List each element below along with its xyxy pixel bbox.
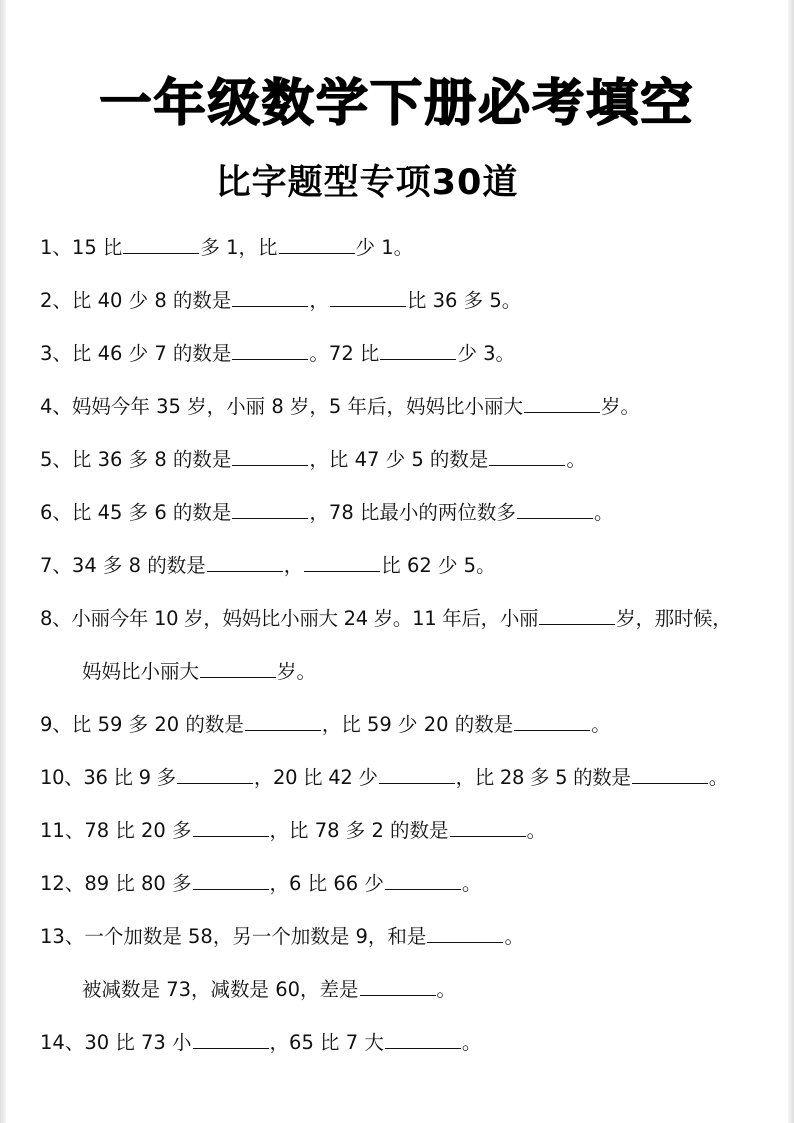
answer-blank[interactable] — [232, 341, 308, 360]
question-12 — [40, 870, 481, 898]
answer-blank[interactable] — [200, 659, 276, 678]
question-text: 。 — [591, 713, 611, 736]
question-text: 多 1，比 — [200, 236, 278, 259]
question-text: 5、比 36 多 8 的数是 — [40, 448, 232, 471]
page-right-edge — [788, 0, 794, 1123]
question-8 — [40, 605, 731, 633]
question-text: 14、30 比 73 小 — [40, 1031, 192, 1054]
question-6 — [40, 499, 613, 527]
answer-blank[interactable] — [489, 447, 565, 466]
question-text: ，比 28 多 5 的数是 — [455, 766, 631, 789]
question-3 — [40, 340, 515, 368]
question-text: 比 36 多 5。 — [406, 289, 522, 312]
question-text: 。 — [566, 448, 586, 471]
page-title: 一年级数学下册必考填空 — [99, 74, 695, 132]
question-text: 1、15 比 — [40, 236, 123, 259]
question-text: ，78 比最小的两位数多 — [309, 501, 516, 524]
question-text: 。 — [526, 819, 547, 842]
question-text: 12、89 比 80 多 — [40, 872, 192, 895]
answer-blank[interactable] — [379, 765, 455, 784]
answer-blank[interactable] — [385, 1030, 461, 1049]
question-text: ，比 47 少 5 的数是 — [309, 448, 489, 471]
question-text: 。 — [708, 766, 728, 789]
question-text: ，6 比 66 少 — [269, 872, 384, 895]
question-4 — [40, 393, 640, 421]
answer-blank[interactable] — [193, 818, 269, 837]
answer-blank[interactable] — [193, 1030, 269, 1049]
question-text: ，比 78 多 2 的数是 — [269, 819, 449, 842]
page-subtitle: 比字题型专项30道 — [215, 163, 519, 203]
answer-blank[interactable] — [304, 553, 380, 572]
answer-blank[interactable] — [279, 235, 355, 254]
answer-blank[interactable] — [330, 288, 406, 307]
question-1 — [40, 234, 413, 262]
question-text: 2、比 40 少 8 的数是 — [40, 289, 232, 312]
answer-blank[interactable] — [232, 288, 308, 307]
question-text: 6、比 45 多 6 的数是 — [40, 501, 232, 524]
question-13 — [40, 923, 524, 951]
question-text: 少 3。 — [457, 342, 516, 365]
answer-blank[interactable] — [385, 871, 461, 890]
question-text: 岁。 — [277, 660, 317, 683]
question-text: 。 — [461, 872, 482, 895]
answer-blank[interactable] — [207, 553, 283, 572]
answer-blank[interactable] — [517, 500, 593, 519]
question-8-continued — [82, 658, 316, 686]
question-text: ，65 比 7 大 — [269, 1031, 384, 1054]
question-14 — [40, 1029, 481, 1057]
question-text: 被减数是 73，减数是 60，差是 — [82, 978, 359, 1001]
answer-blank[interactable] — [450, 818, 526, 837]
question-5 — [40, 446, 586, 474]
question-2 — [40, 287, 521, 315]
answer-blank[interactable] — [539, 606, 615, 625]
question-text: 。 — [461, 1031, 482, 1054]
question-text: 7、34 多 8 的数是 — [40, 554, 206, 577]
question-text: ，比 59 少 20 的数是 — [321, 713, 514, 736]
question-text: ， — [309, 289, 329, 312]
question-text: ，20 比 42 少 — [253, 766, 378, 789]
question-9 — [40, 711, 611, 739]
answer-blank[interactable] — [514, 712, 590, 731]
question-text: 4、妈妈今年 35 岁，小丽 8 岁，5 年后，妈妈比小丽大 — [40, 395, 524, 418]
answer-blank[interactable] — [360, 977, 436, 996]
question-text: ， — [283, 554, 304, 577]
question-text: 妈妈比小丽大 — [82, 660, 200, 683]
answer-blank[interactable] — [632, 765, 708, 784]
question-text: 11、78 比 20 多 — [40, 819, 192, 842]
answer-blank[interactable] — [123, 235, 199, 254]
question-text: 9、比 59 多 20 的数是 — [40, 713, 244, 736]
answer-blank[interactable] — [427, 924, 503, 943]
question-text: 岁，那时候， — [616, 607, 732, 630]
question-text: 10、36 比 9 多 — [40, 766, 176, 789]
question-text: 。 — [436, 978, 457, 1001]
question-11 — [40, 817, 546, 845]
answer-blank[interactable] — [193, 871, 269, 890]
question-text: 8、小丽今年 10 岁，妈妈比小丽大 24 岁。11 年后，小丽 — [40, 607, 539, 630]
question-text: 。 — [593, 501, 614, 524]
question-text: 3、比 46 少 7 的数是 — [40, 342, 232, 365]
question-text: 少 1。 — [355, 236, 414, 259]
question-text: 。 — [504, 925, 524, 948]
answer-blank[interactable] — [380, 341, 456, 360]
question-10 — [40, 764, 728, 792]
answer-blank[interactable] — [177, 765, 253, 784]
question-text: 岁。 — [601, 395, 641, 418]
answer-blank[interactable] — [232, 447, 308, 466]
question-13-continued — [82, 976, 456, 1004]
question-text: 13、一个加数是 58，另一个加数是 9，和是 — [40, 925, 427, 948]
answer-blank[interactable] — [524, 394, 600, 413]
answer-blank[interactable] — [232, 500, 308, 519]
question-text: 。72 比 — [309, 342, 380, 365]
answer-blank[interactable] — [245, 712, 321, 731]
question-text: 比 62 少 5。 — [381, 554, 496, 577]
question-7 — [40, 552, 496, 580]
